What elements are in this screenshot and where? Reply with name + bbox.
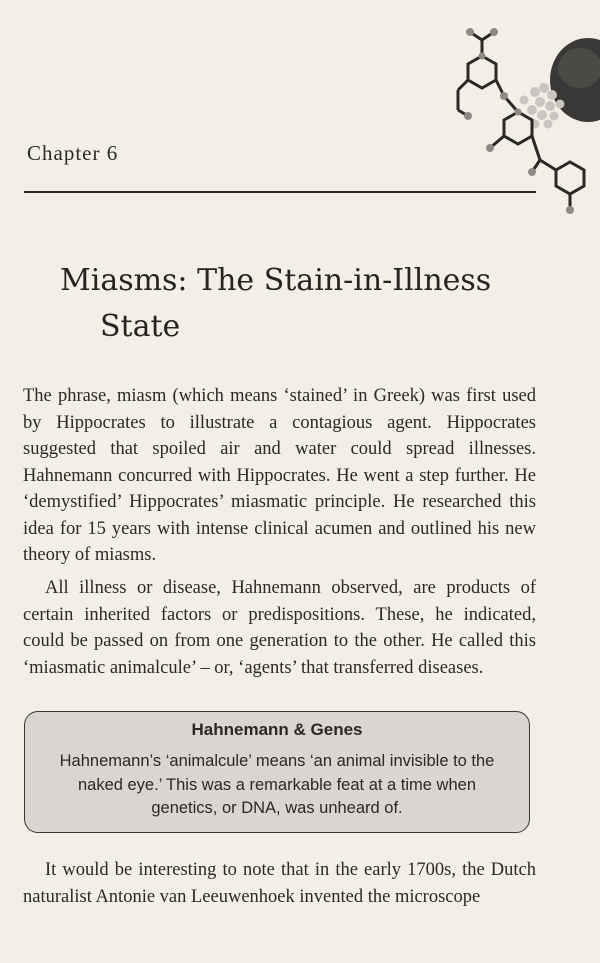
chapter-divider bbox=[24, 191, 536, 193]
molecule-structure-icon bbox=[440, 20, 600, 225]
callout-box bbox=[24, 711, 530, 833]
body-paragraph-3: It would be interesting to note that in the early 1700s, the Dutch naturalist Antonie van Leeuwenhoek invented the microscope bbox=[23, 860, 536, 907]
callout-title: Hahnemann & Genes bbox=[191, 720, 363, 739]
callout-body: Hahnemann’s ‘animalcule’ means ‘an animal invisible to the naked eye.’ This was a remarkable feat at a time when genetics, or DNA, was unheard of. bbox=[59, 752, 495, 817]
chapter-title-line-2: State bbox=[100, 309, 181, 345]
body-paragraph-2: All illness or disease, Hahnemann observed, are products of certain inherited factors or predispositions. These, he indicated, could be passed on from one generation to the other. He called this ‘miasmatic animalcule’ – or, ‘agents’ that transferred diseases. bbox=[23, 578, 536, 678]
chapter-title bbox=[60, 258, 540, 350]
chapter-label: Chapter 6 bbox=[27, 141, 119, 165]
chapter-title-line-1: Miasms: The Stain-in-Illness bbox=[60, 263, 492, 299]
body-paragraph-1: The phrase, miasm (which means ‘stained’ in Greek) was first used by Hippocrates to illustrate a contagious agent. Hippocrates suggested that spoiled air and water could spread illnesses. Hahnemann concurred with Hippocrates. He went a step further. He ‘demystified’ Hippocrates’ miasmatic principle. He researched this idea for 15 years with intense clinical acumen and outlined his new theory of miasms. bbox=[23, 386, 536, 565]
